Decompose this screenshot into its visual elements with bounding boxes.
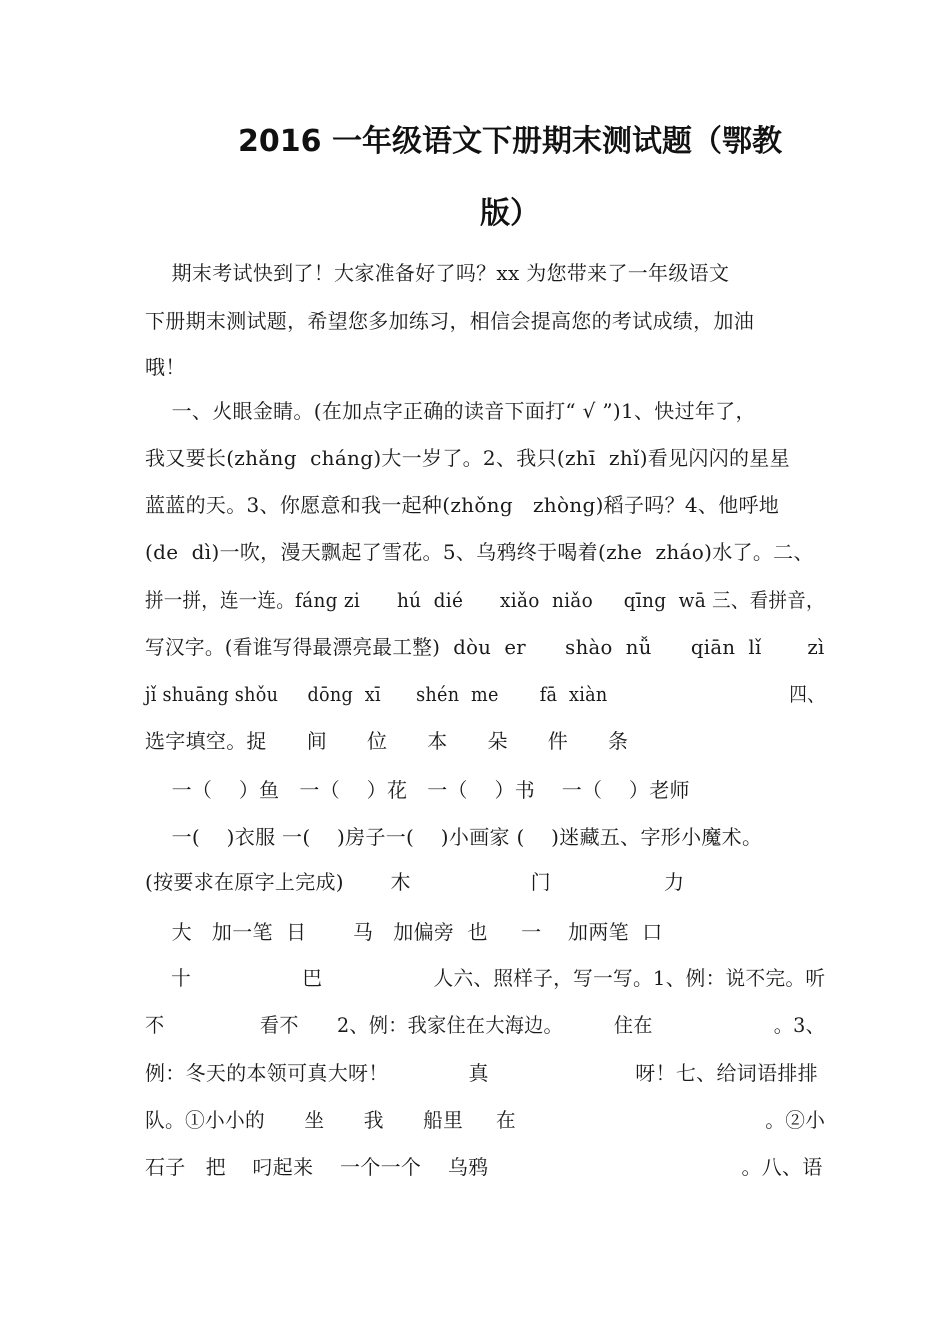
paragraph-line: jǐ shuāng shǒu dōng xī shén me fā xiàn 四、 bbox=[145, 682, 826, 706]
paragraph-line: 一（ ）鱼 一（ ）花 一（ ）书 一（ ）老师 bbox=[145, 778, 690, 802]
paragraph-line: 十 巴 人六、照样子，写一写。1、例：说不完。听 bbox=[145, 966, 826, 990]
document-title-line-1: 2016 一年级语文下册期末测试题（鄂教 bbox=[238, 124, 782, 159]
paragraph-line: 一( )衣服 一( )房子一( )小画家 ( )迷藏五、字形小魔术。 bbox=[145, 825, 763, 849]
paragraph-line: 一、火眼金睛。(在加点字正确的读音下面打“ √ ”)1、快过年了， bbox=[145, 399, 756, 423]
paragraph-line: 期末考试快到了！大家准备好了吗？xx 为您带来了一年级语文 bbox=[145, 261, 730, 285]
paragraph-line: 不 看不 2、例：我家住在大海边。 住在 。3、 bbox=[145, 1013, 826, 1037]
paragraph-line: 拼一拼，连一连。fáng zi hú dié xiǎo niǎo qīng wā 三、看拼音， bbox=[145, 588, 825, 612]
paragraph-line: 蓝蓝的天。3、你愿意和我一起种(zhǒng zhòng)稻子吗？4、他呼地 bbox=[145, 493, 780, 517]
paragraph-line: 哦！ bbox=[145, 355, 186, 379]
paragraph-line: (de dì)一吹，漫天飘起了雪花。5、乌鸦终于喝着(zhe zháo)水了。二、 bbox=[145, 540, 814, 564]
paragraph-line: 石子 把 叼起来 一个一个 乌鸦 。八、语 bbox=[145, 1155, 823, 1179]
paragraph-line: 大 加一笔 日 马 加偏旁 也 一 加两笔 口 bbox=[145, 920, 663, 944]
paragraph-line: 写汉字。(看谁写得最漂亮最工整) dòu er shào nǚ qiān lǐ zì bbox=[145, 635, 825, 659]
paragraph-line: 我又要长(zhǎng cháng)大一岁了。2、我只(zhī zhǐ)看见闪闪的星星 bbox=[145, 446, 790, 470]
paragraph-line: 例：冬天的本领可真大呀！ 真 呀！七、给词语排排 bbox=[145, 1061, 818, 1085]
paragraph-line: 下册期末测试题，希望您多加练习，相信会提高您的考试成绩，加油 bbox=[145, 309, 754, 333]
document-title-line-2: 版） bbox=[480, 196, 540, 231]
paragraph-line: (按要求在原字上完成) 木 门 力 bbox=[145, 870, 685, 894]
paragraph-line: 选字填空。捉 间 位 本 朵 件 条 bbox=[145, 729, 629, 753]
paragraph-line: 队。①小小的 坐 我 船里 在 。②小 bbox=[145, 1108, 826, 1132]
